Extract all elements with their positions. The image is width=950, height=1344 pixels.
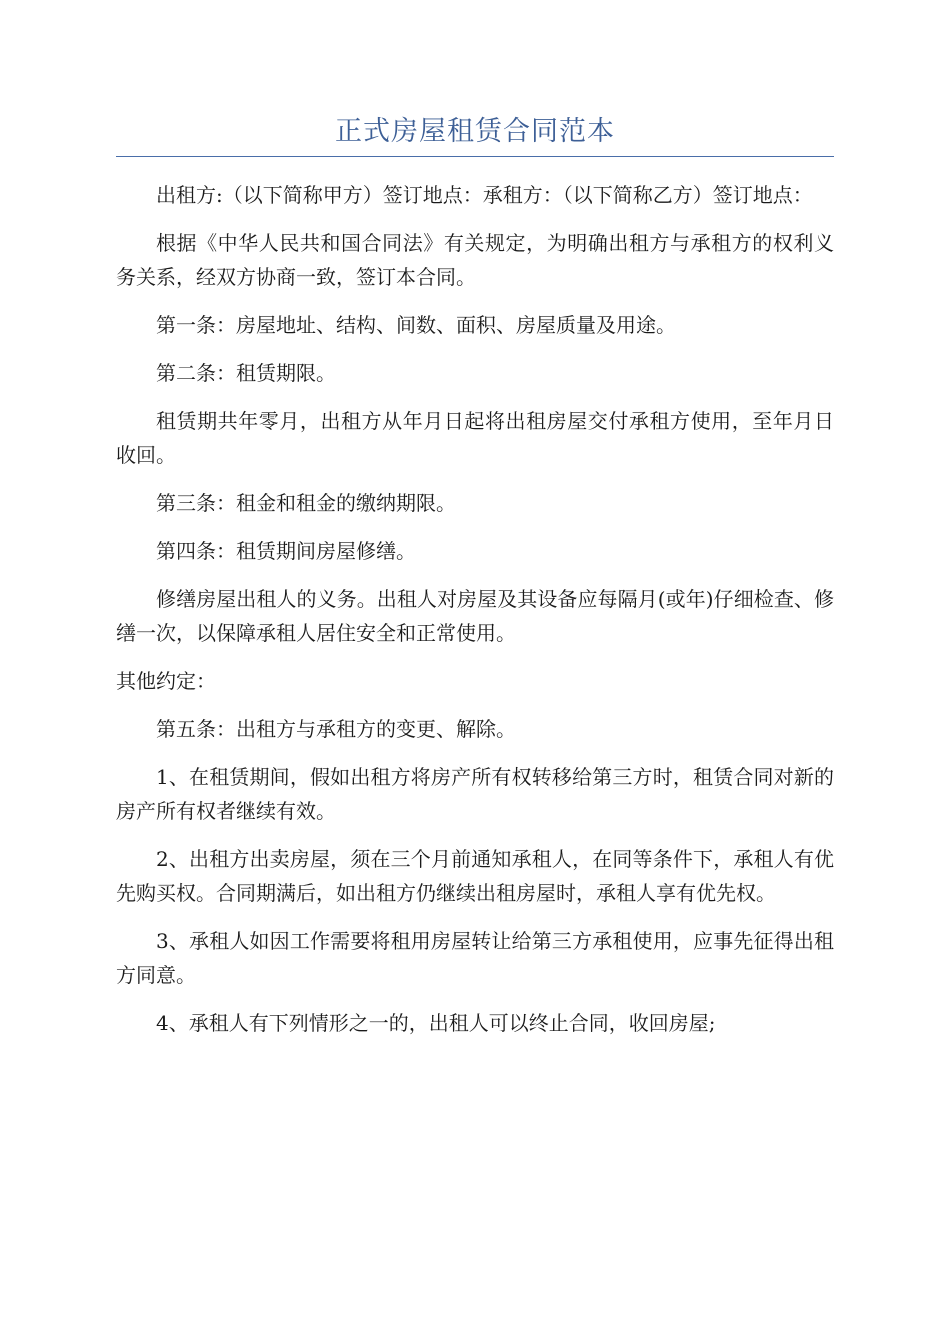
paragraph-clause-4: 4、承租人有下列情形之一的，出租人可以终止合同，收回房屋; [156, 1011, 716, 1035]
paragraph-article-1: 第一条：房屋地址、结构、间数、面积、房屋质量及用途。 [156, 313, 676, 337]
paragraph-parties: 出租方:（以下简称甲方）签订地点：承租方：（以下简称乙方）签订地点： [156, 183, 813, 207]
paragraph-article-3: 第三条：租金和租金的缴纳期限。 [156, 491, 456, 515]
document-title: 正式房屋租赁合同范本 [335, 116, 615, 147]
paragraph-repairs: 修缮房屋出租人的义务。出租人对房屋及其设备应每隔月(或年)仔细检查、修缮一次，以保障承租人居住安全和正常使用。 [116, 587, 834, 645]
paragraph-article-5: 第五条：出租方与承租方的变更、解除。 [156, 717, 516, 741]
paragraph-other-terms: 其他约定： [116, 669, 216, 693]
paragraph-preamble: 根据《中华人民共和国合同法》有关规定，为明确出租方与承租方的权利义务关系，经双方协商一致，签订本合同。 [116, 231, 834, 289]
paragraph-lease-term: 租赁期共年零月，出租方从年月日起将出租房屋交付承租方使用，至年月日收回。 [116, 409, 834, 467]
paragraph-clause-2: 2、出租方出卖房屋，须在三个月前通知承租人，在同等条件下，承租人有优先购买权。合同期满后，如出租方仍继续出租房屋时，承租人享有优先权。 [116, 847, 834, 905]
paragraph-article-4: 第四条：租赁期间房屋修缮。 [156, 539, 416, 563]
document-body [116, 178, 834, 1054]
paragraph-clause-3: 3、承租人如因工作需要将租用房屋转让给第三方承租使用，应事先征得出租方同意。 [116, 929, 834, 987]
title-block [116, 112, 834, 157]
paragraph-article-2: 第二条：租赁期限。 [156, 361, 336, 385]
paragraph-clause-1: 1、在租赁期间，假如出租方将房产所有权转移给第三方时，租赁合同对新的房产所有权者继续有效。 [116, 765, 834, 823]
